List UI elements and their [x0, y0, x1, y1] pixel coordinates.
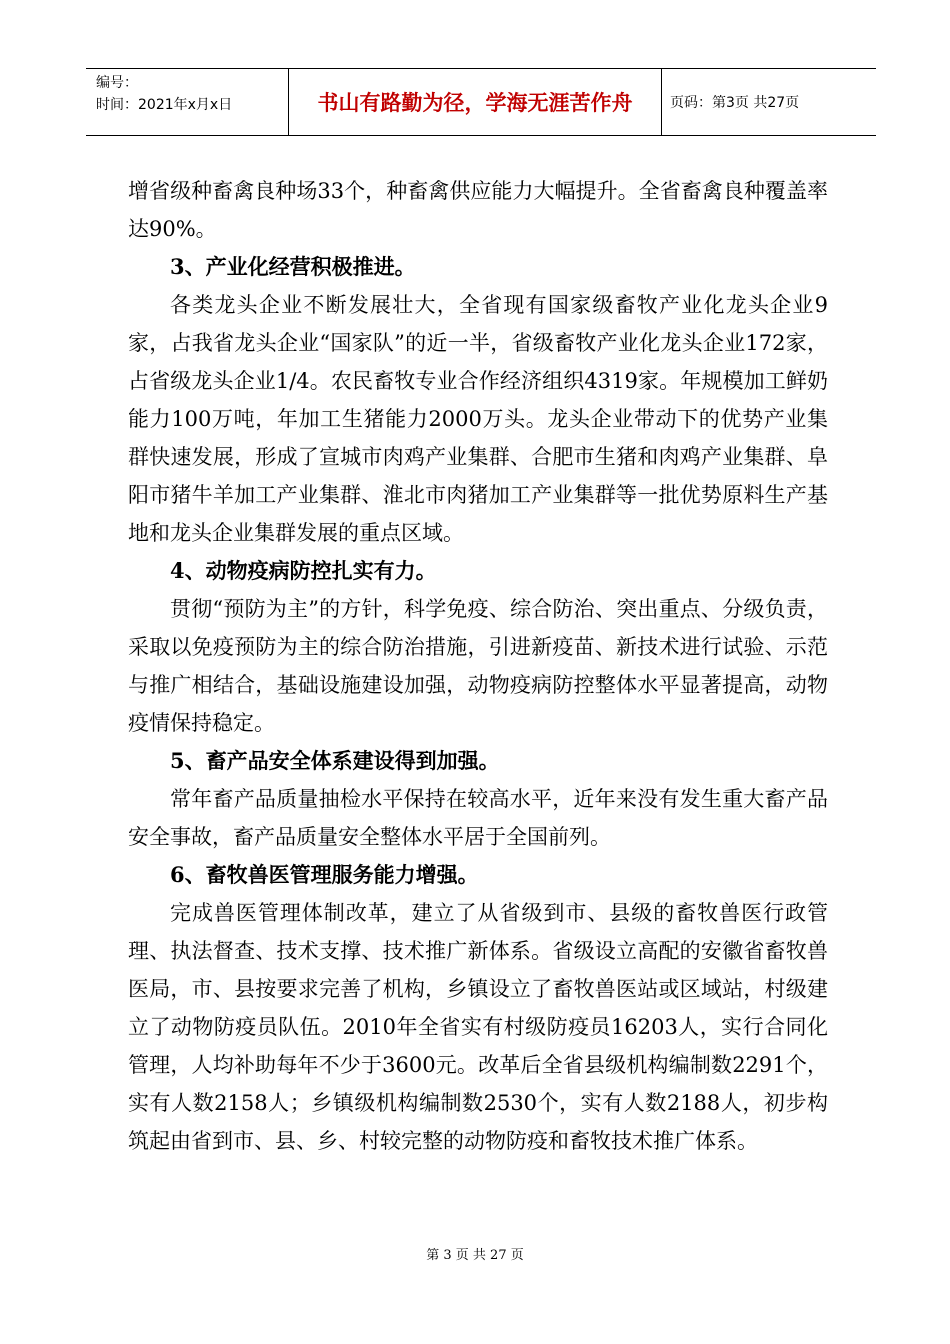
section-heading-5: 5、畜产品安全体系建设得到加强。 [170, 748, 500, 773]
paragraph-continued: 增省级种畜禽良种场33个，种畜禽供应能力大幅提升。全省畜禽良种覆盖率达90%。 [128, 179, 828, 241]
header-motto: 书山有路勤为径，学海无涯苦作舟 [288, 69, 662, 135]
section-heading-6: 6、畜牧兽医管理服务能力增强。 [170, 862, 479, 887]
document-number-label: 编号： [96, 75, 138, 91]
document-body [128, 172, 828, 1160]
paragraph-disease-control: 贯彻“预防为主”的方针，科学免疫、综合防治、突出重点、分级负责，采取以免疫预防为主的综合防治措施，引进新疫苗、新技术进行试验、示范与推广相结合，基础设施建设加强，动物疫病防控整体水平显著提高，动物疫情保持稳定。 [128, 597, 828, 735]
document-time-label: 时间：2021年x月x日 [96, 97, 233, 113]
header-meta [86, 69, 288, 135]
paragraph-industrialization: 各类龙头企业不断发展壮大，全省现有国家级畜牧产业化龙头企业9家，占我省龙头企业“国家队”的近一半，省级畜牧产业化龙头企业172家，占省级龙头企业1/4。农民畜牧专业合作经济组织4319家。年规模加工鲜奶能力100万吨，年加工生猪能力2000万头。龙头企业带动下的优势产业集群快速发展，形成了宣城市肉鸡产业集群、合肥市生猪和肉鸡产业集群、阜阳市猪牛羊加工产业集群、淮北市肉猪加工产业集群等一批优势原料生产基地和龙头企业集群发展的重点区域。 [128, 293, 828, 545]
paragraph-management: 完成兽医管理体制改革，建立了从省级到市、县级的畜牧兽医行政管理、执法督查、技术支撑、技术推广新体系。省级设立高配的安徽省畜牧兽医局，市、县按要求完善了机构，乡镇设立了畜牧兽医站或区域站，村级建立了动物防疫员队伍。2010年全省实有村级防疫员16203人，实行合同化管理，人均补助每年不少于3600元。改革后全省县级机构编制数2291个，实有人数2158人；乡镇级机构编制数2530个，实有人数2188人，初步构筑起由省到市、县、乡、村较完整的动物防疫和畜牧技术推广体系。 [128, 901, 828, 1153]
section-heading-3: 3、产业化经营积极推进。 [170, 254, 416, 279]
section-heading-4: 4、动物疫病防控扎实有力。 [170, 558, 437, 583]
page-footer: 第 3 页 共 27 页 [426, 1248, 524, 1263]
header-page-info: 页码：第3页 共27页 [670, 95, 800, 111]
paragraph-product-safety: 常年畜产品质量抽检水平保持在较高水平，近年来没有发生重大畜产品安全事故，畜产品质量安全整体水平居于全国前列。 [128, 787, 828, 849]
page-header [86, 68, 876, 136]
